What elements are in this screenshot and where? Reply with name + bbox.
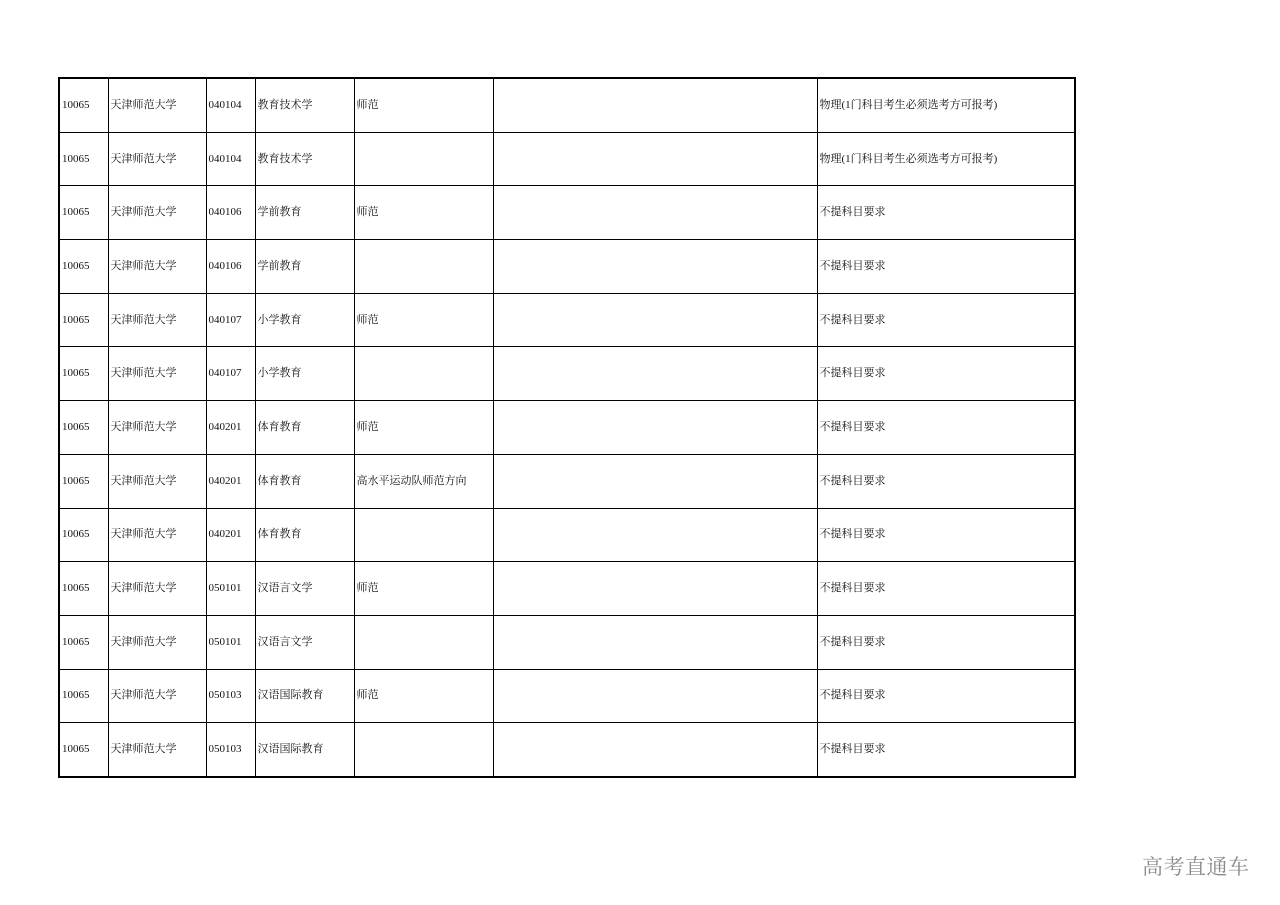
major-note-cell: 师范 [354,562,493,616]
school-code-cell: 10065 [59,186,108,240]
table-row [59,401,1075,455]
major-name-cell: 学前教育 [255,186,354,240]
major-code-cell: 040106 [206,186,255,240]
school-name-cell: 天津师范大学 [108,240,206,294]
school-name-cell: 天津师范大学 [108,401,206,455]
table-row [59,186,1075,240]
major-name-cell: 体育教育 [255,401,354,455]
school-name-cell: 天津师范大学 [108,562,206,616]
subject-requirement-cell: 不提科目要求 [817,669,1075,723]
major-code-cell: 040104 [206,78,255,132]
school-code-cell: 10065 [59,669,108,723]
major-note-cell: 师范 [354,78,493,132]
major-note-cell [354,615,493,669]
blank-cell [493,240,817,294]
blank-cell [493,347,817,401]
major-code-cell: 040106 [206,240,255,294]
school-name-cell: 天津师范大学 [108,508,206,562]
major-code-cell: 040104 [206,132,255,186]
major-code-cell: 050101 [206,562,255,616]
major-name-cell: 教育技术学 [255,78,354,132]
major-note-cell [354,508,493,562]
major-code-cell: 040107 [206,347,255,401]
school-code-cell: 10065 [59,454,108,508]
major-code-cell: 050101 [206,615,255,669]
major-name-cell: 学前教育 [255,240,354,294]
blank-cell [493,615,817,669]
major-code-cell: 040201 [206,508,255,562]
table-body [59,78,1075,777]
subject-requirement-cell: 不提科目要求 [817,293,1075,347]
school-code-cell: 10065 [59,132,108,186]
major-note-cell [354,240,493,294]
blank-cell [493,293,817,347]
school-name-cell: 天津师范大学 [108,186,206,240]
major-code-cell: 050103 [206,723,255,777]
enrollment-requirements-table [58,77,1076,778]
blank-cell [493,562,817,616]
subject-requirement-cell: 不提科目要求 [817,401,1075,455]
major-name-cell: 体育教育 [255,508,354,562]
table-row [59,132,1075,186]
table-row [59,508,1075,562]
blank-cell [493,669,817,723]
school-code-cell: 10065 [59,78,108,132]
blank-cell [493,186,817,240]
table-row [59,347,1075,401]
table-row [59,78,1075,132]
major-name-cell: 体育教育 [255,454,354,508]
school-name-cell: 天津师范大学 [108,132,206,186]
subject-requirement-cell: 不提科目要求 [817,454,1075,508]
major-code-cell: 040107 [206,293,255,347]
table-row [59,293,1075,347]
major-note-cell: 师范 [354,401,493,455]
school-code-cell: 10065 [59,347,108,401]
major-note-cell: 师范 [354,293,493,347]
major-note-cell [354,347,493,401]
major-name-cell: 教育技术学 [255,132,354,186]
school-name-cell: 天津师范大学 [108,723,206,777]
major-name-cell: 汉语言文学 [255,615,354,669]
subject-requirement-cell: 不提科目要求 [817,562,1075,616]
school-code-cell: 10065 [59,508,108,562]
school-name-cell: 天津师范大学 [108,293,206,347]
major-name-cell: 小学教育 [255,293,354,347]
blank-cell [493,401,817,455]
major-name-cell: 汉语国际教育 [255,723,354,777]
blank-cell [493,132,817,186]
table-row [59,240,1075,294]
subject-requirement-cell: 不提科目要求 [817,508,1075,562]
school-name-cell: 天津师范大学 [108,78,206,132]
major-note-cell [354,723,493,777]
table-row [59,669,1075,723]
major-code-cell: 050103 [206,669,255,723]
school-code-cell: 10065 [59,723,108,777]
subject-requirement-cell: 不提科目要求 [817,615,1075,669]
school-code-cell: 10065 [59,562,108,616]
blank-cell [493,723,817,777]
school-name-cell: 天津师范大学 [108,454,206,508]
table-row [59,723,1075,777]
blank-cell [493,78,817,132]
table-row [59,454,1075,508]
blank-cell [493,508,817,562]
subject-requirement-cell: 不提科目要求 [817,240,1075,294]
major-code-cell: 040201 [206,454,255,508]
school-name-cell: 天津师范大学 [108,669,206,723]
school-name-cell: 天津师范大学 [108,347,206,401]
major-code-cell: 040201 [206,401,255,455]
school-code-cell: 10065 [59,293,108,347]
major-name-cell: 汉语言文学 [255,562,354,616]
subject-requirement-cell: 不提科目要求 [817,723,1075,777]
school-code-cell: 10065 [59,240,108,294]
major-note-cell: 高水平运动队师范方向 [354,454,493,508]
subject-requirement-cell: 不提科目要求 [817,347,1075,401]
major-note-cell [354,132,493,186]
subject-requirement-cell: 不提科目要求 [817,186,1075,240]
subject-requirement-cell: 物理(1门科目考生必须选考方可报考) [817,78,1075,132]
school-code-cell: 10065 [59,615,108,669]
major-name-cell: 汉语国际教育 [255,669,354,723]
major-name-cell: 小学教育 [255,347,354,401]
table-row [59,562,1075,616]
blank-cell [493,454,817,508]
watermark-text: 高考直通车 [1142,855,1250,879]
subject-requirement-cell: 物理(1门科目考生必须选考方可报考) [817,132,1075,186]
table-row [59,615,1075,669]
major-note-cell: 师范 [354,669,493,723]
school-code-cell: 10065 [59,401,108,455]
school-name-cell: 天津师范大学 [108,615,206,669]
major-note-cell: 师范 [354,186,493,240]
